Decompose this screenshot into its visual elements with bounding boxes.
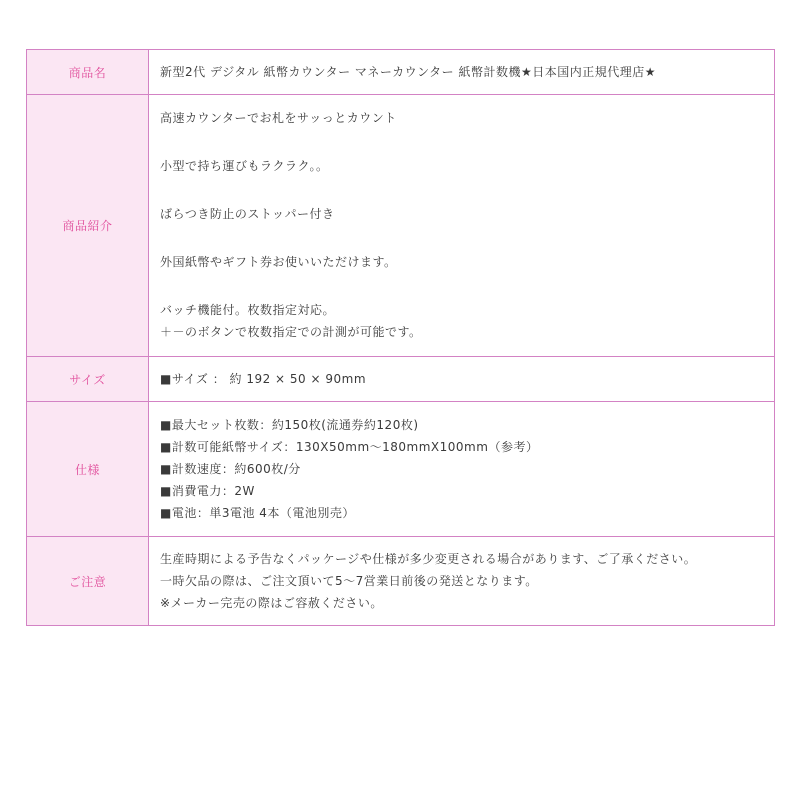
product-spec-table — [26, 49, 775, 626]
value-product-intro — [149, 95, 775, 357]
notice-line: 生産時期による予告なくパッケージや仕様が多少変更される場合があります、ご了承ください。 — [160, 552, 697, 566]
spec-line: ■計数速度：約600枚/分 — [160, 462, 301, 476]
intro-line: 外国紙幣やギフト券お使いいただけます。 — [160, 254, 397, 269]
value-spec — [149, 402, 775, 537]
notice-line: 一時欠品の際は、ご注文頂いて5～7営業日前後の発送となります。 — [160, 574, 538, 588]
intro-line: ＋－のボタンで枚数指定での計測が可能です。 — [160, 324, 422, 339]
size-text: ■サイズ ： 約 192 × 50 × 90mm — [160, 372, 367, 386]
notice-line: ※メーカー完売の際はご容赦ください。 — [160, 596, 383, 610]
spec-line: ■消費電力：2W — [160, 484, 255, 498]
spec-line: ■電池：単3電池 4本（電池別売） — [160, 506, 355, 520]
row-notice — [27, 537, 775, 626]
label-size: サイズ — [27, 357, 149, 402]
label-spec: 仕様 — [27, 402, 149, 537]
spec-line: ■最大セット枚数：約150枚(流通券約120枚) — [160, 418, 419, 432]
spec-line: ■計数可能紙幣サイズ：130X50mm～180mmX100mm（参考） — [160, 440, 539, 454]
label-notice: ご注意 — [27, 537, 149, 626]
intro-line: 小型で持ち運びもラクラク。。 — [160, 158, 329, 173]
value-notice — [149, 537, 775, 626]
intro-line: 高速カウンターでお札をサッっとカウント — [160, 110, 397, 125]
product-name-text: 新型2代 デジタル 紙幣カウンター マネーカウンター 紙幣計数機★日本国内正規代理店★ — [160, 65, 656, 79]
row-product-intro — [27, 95, 775, 357]
intro-line: ばらつき防止のストッパー付き — [160, 206, 335, 221]
label-product-intro: 商品紹介 — [27, 95, 149, 357]
value-size — [149, 357, 775, 402]
row-spec — [27, 402, 775, 537]
value-product-name — [149, 50, 775, 95]
intro-line: バッチ機能付。枚数指定対応。 — [160, 302, 336, 317]
label-product-name: 商品名 — [27, 50, 149, 95]
row-product-name — [27, 50, 775, 95]
row-size — [27, 357, 775, 402]
